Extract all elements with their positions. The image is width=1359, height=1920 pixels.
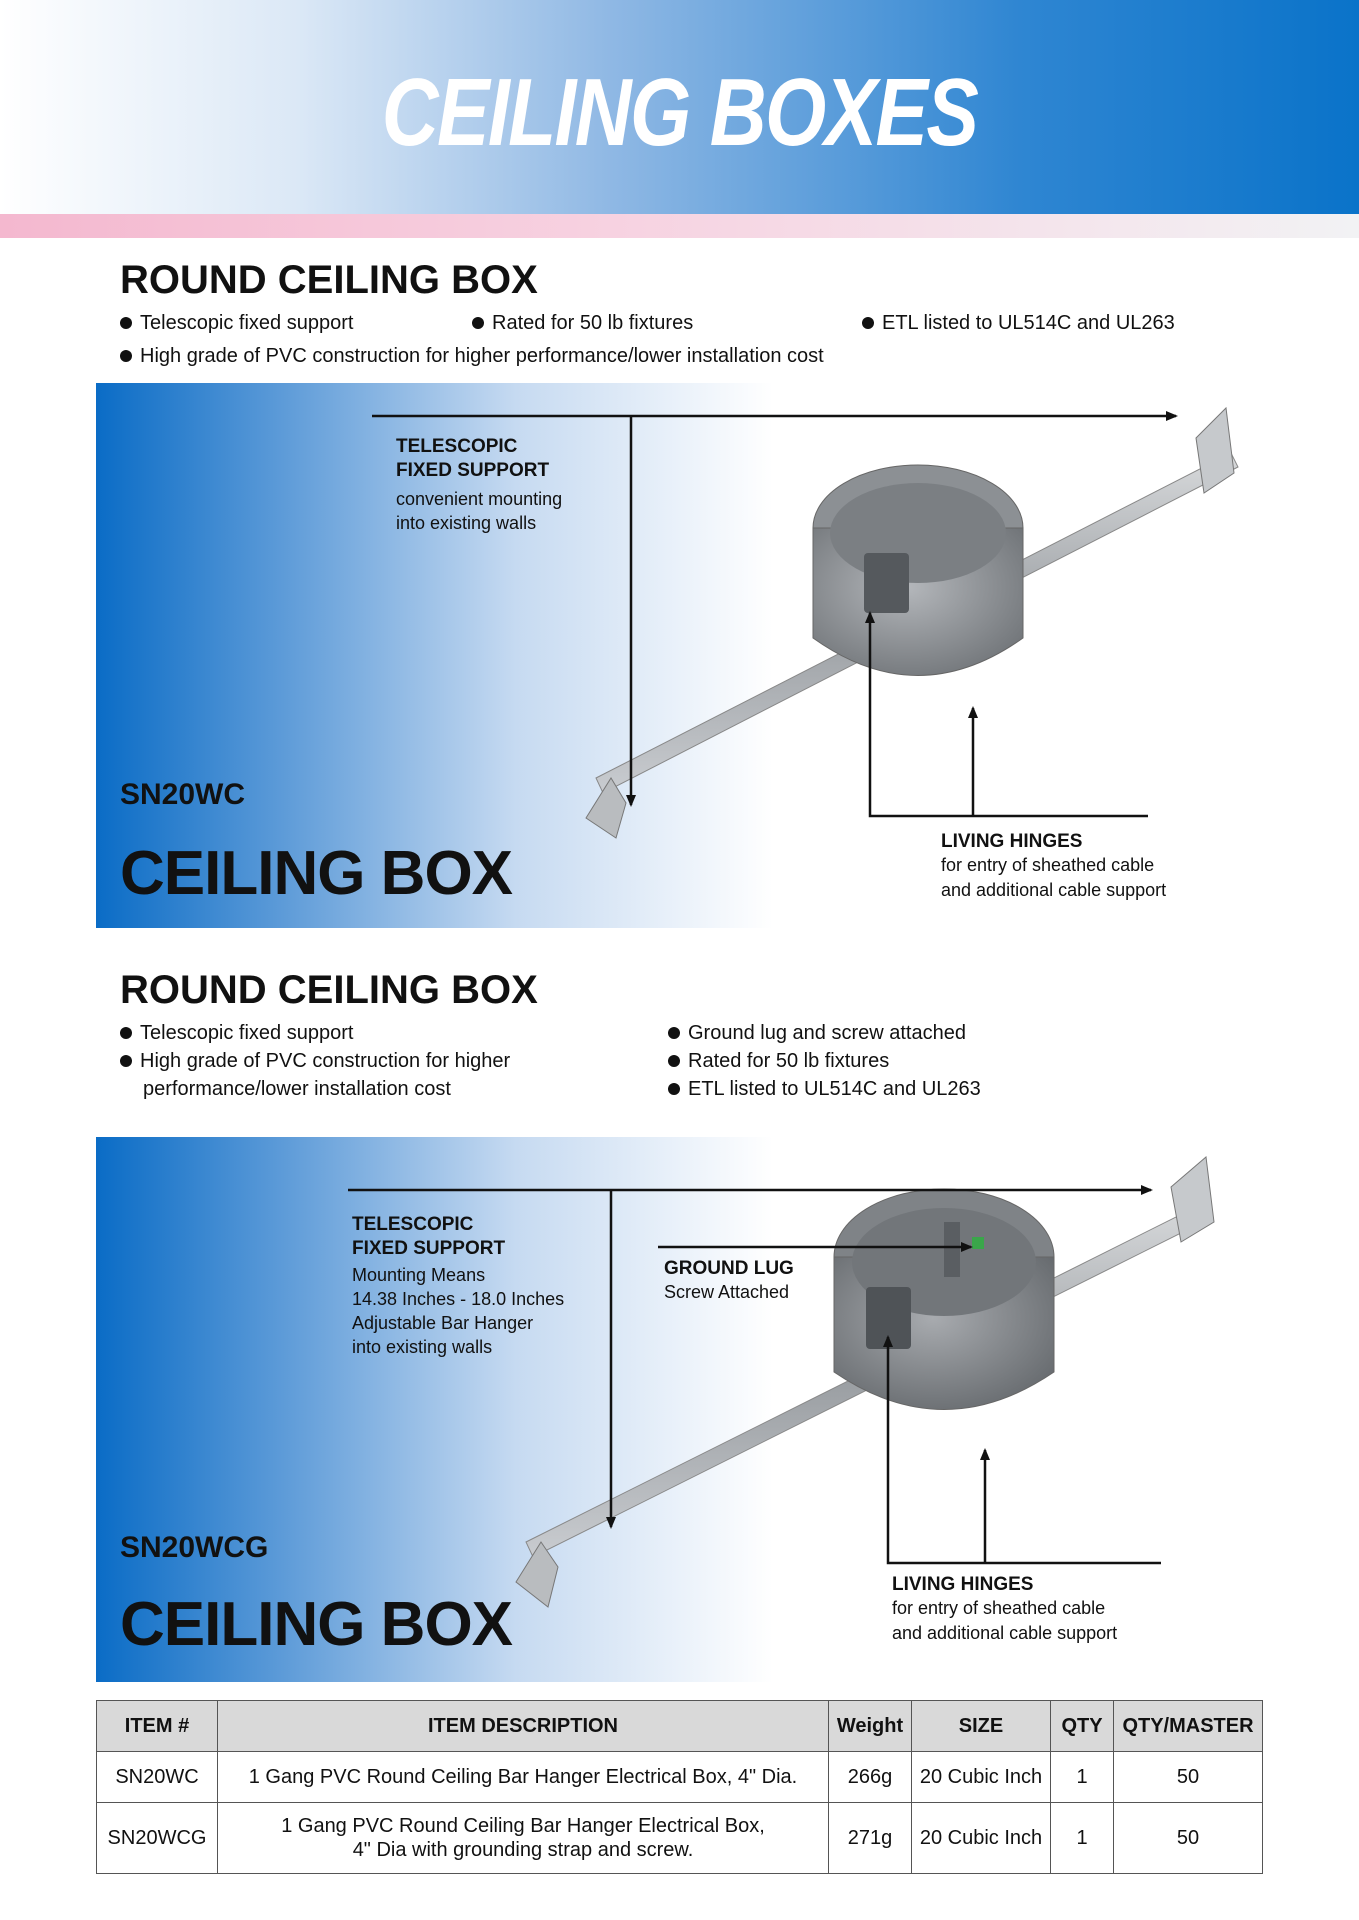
column-header: Weight bbox=[829, 1701, 912, 1752]
column-header: ITEM # bbox=[97, 1701, 218, 1752]
column-header: SIZE bbox=[912, 1701, 1051, 1752]
support-callout-text: into existing walls bbox=[396, 513, 537, 533]
section-1-title: ROUND CEILING BOX bbox=[120, 258, 538, 302]
support-callout-text: 14.38 Inches - 18.0 Inches bbox=[352, 1289, 565, 1309]
section-2-bullet: ETL listed to UL514C and UL263 bbox=[668, 1078, 981, 1101]
bullet-dot-icon bbox=[668, 1083, 680, 1095]
table-header-row bbox=[97, 1701, 1263, 1752]
item-qty: 1 bbox=[1051, 1752, 1114, 1803]
ground-lug-callout-text: Screw Attached bbox=[664, 1282, 790, 1302]
section-2-bullet: performance/lower installation cost bbox=[143, 1078, 451, 1100]
spec-table bbox=[96, 1700, 1263, 1874]
hinges-callout-title: LIVING HINGES bbox=[941, 831, 1083, 852]
bullet-dot-icon bbox=[120, 1055, 132, 1067]
bullet-dot-icon bbox=[668, 1055, 680, 1067]
table-row bbox=[97, 1752, 1263, 1803]
item-description: 1 Gang PVC Round Ceiling Bar Hanger Electrical Box, 4" Dia. bbox=[218, 1752, 829, 1803]
bullet-dot-icon bbox=[668, 1027, 680, 1039]
section-2-bullet: High grade of PVC construction for higher bbox=[120, 1050, 510, 1073]
section-1-bullet: High grade of PVC construction for higher performance/lower installation cost bbox=[120, 345, 824, 368]
model-number: SN20WC bbox=[120, 778, 246, 811]
support-callout-text: into existing walls bbox=[352, 1337, 493, 1357]
item-size: 20 Cubic Inch bbox=[912, 1752, 1051, 1803]
support-callout-text: Mounting Means bbox=[352, 1265, 486, 1285]
item-qty: 1 bbox=[1051, 1803, 1114, 1874]
product-panel-sn20wcg bbox=[96, 1137, 1263, 1682]
column-header: QTY/MASTER bbox=[1114, 1701, 1263, 1752]
header-stripe bbox=[0, 214, 1359, 238]
product-panel-sn20wc bbox=[96, 383, 1263, 928]
hinges-callout-text: for entry of sheathed cable bbox=[941, 855, 1155, 875]
support-callout-text: convenient mounting bbox=[396, 489, 563, 509]
column-header: ITEM DESCRIPTION bbox=[218, 1701, 829, 1752]
section-2-bullet: Telescopic fixed support bbox=[120, 1022, 353, 1045]
support-callout-title: TELESCOPIC bbox=[352, 1214, 474, 1235]
hinges-callout-text: for entry of sheathed cable bbox=[892, 1598, 1106, 1618]
item-weight: 266g bbox=[829, 1752, 912, 1803]
item-number: SN20WC bbox=[97, 1752, 218, 1803]
bullet-dot-icon bbox=[472, 317, 484, 329]
bullet-dot-icon bbox=[120, 350, 132, 362]
page-title: CEILING BOXES bbox=[381, 59, 978, 166]
section-1-bullet: Telescopic fixed support bbox=[120, 312, 353, 335]
section-2-title: ROUND CEILING BOX bbox=[120, 968, 538, 1012]
page-header bbox=[0, 0, 1359, 214]
section-2-bullet: Rated for 50 lb fixtures bbox=[668, 1050, 889, 1073]
item-qty-master: 50 bbox=[1114, 1752, 1263, 1803]
product-name: CEILING BOX bbox=[120, 839, 513, 908]
bullet-dot-icon bbox=[862, 317, 874, 329]
section-1-bullet: ETL listed to UL514C and UL263 bbox=[862, 312, 1175, 335]
item-description: 1 Gang PVC Round Ceiling Bar Hanger Electrical Box, 4" Dia with grounding strap and screw. bbox=[218, 1803, 829, 1874]
model-number: SN20WCG bbox=[120, 1531, 269, 1564]
item-weight: 271g bbox=[829, 1803, 912, 1874]
support-callout-title: TELESCOPIC bbox=[396, 436, 518, 457]
hinges-callout-text: and additional cable support bbox=[892, 1623, 1118, 1643]
section-2-bullet: Ground lug and screw attached bbox=[668, 1022, 966, 1045]
product-name: CEILING BOX bbox=[120, 1590, 513, 1659]
bullet-dot-icon bbox=[120, 1027, 132, 1039]
table-row bbox=[97, 1803, 1263, 1874]
column-header: QTY bbox=[1051, 1701, 1114, 1752]
item-number: SN20WCG bbox=[97, 1803, 218, 1874]
hinges-callout-title: LIVING HINGES bbox=[892, 1574, 1034, 1595]
ground-lug-callout-title: GROUND LUG bbox=[664, 1258, 794, 1279]
support-callout-text: Adjustable Bar Hanger bbox=[352, 1313, 534, 1333]
hinges-callout-text: and additional cable support bbox=[941, 880, 1167, 900]
support-callout-title: FIXED SUPPORT bbox=[396, 460, 550, 481]
section-1-bullet: Rated for 50 lb fixtures bbox=[472, 312, 693, 335]
item-size: 20 Cubic Inch bbox=[912, 1803, 1051, 1874]
support-callout-title: FIXED SUPPORT bbox=[352, 1238, 506, 1259]
item-qty-master: 50 bbox=[1114, 1803, 1263, 1874]
bullet-dot-icon bbox=[120, 317, 132, 329]
